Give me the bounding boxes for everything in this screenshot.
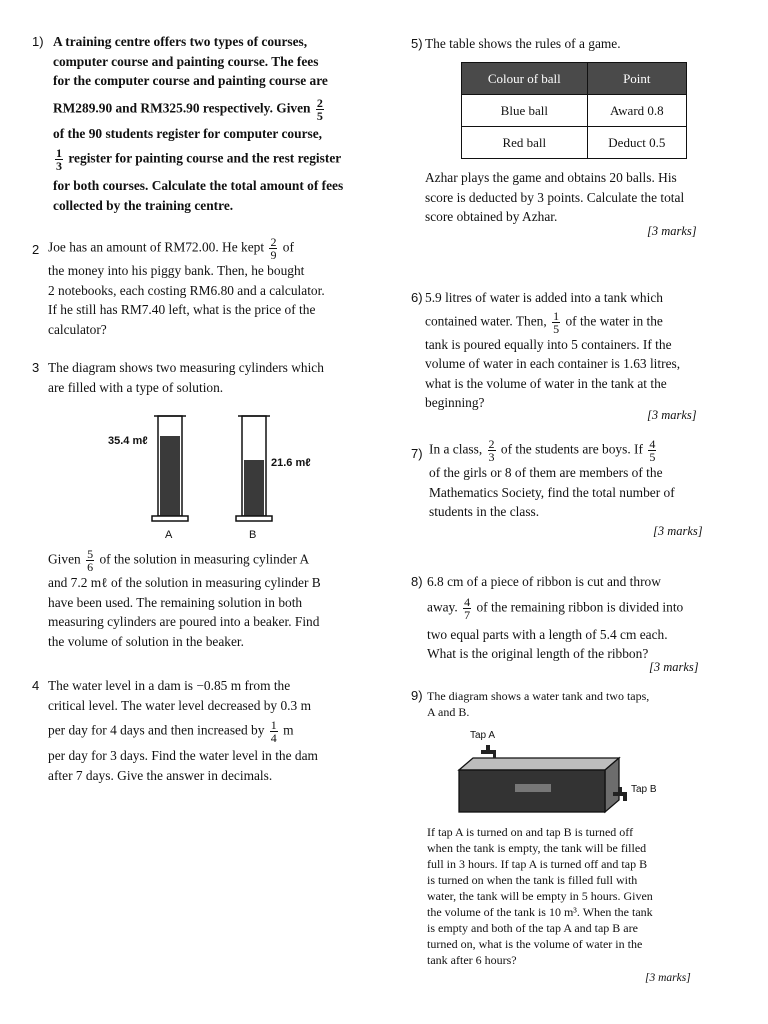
question-text: critical level. The water level decreased by 0.3 m [48, 697, 311, 713]
question-text: is empty and both of the tap A and tap B are [427, 921, 638, 935]
question-text: register for painting course and the rest register [68, 150, 342, 166]
marks: [3 marks] [653, 524, 703, 538]
fraction: $\frac{1}{5}$ [553, 308, 560, 336]
question-text: water, the tank will be empty in 5 hours. Given [427, 889, 653, 903]
question-text: when the tank is empty, the tank will be filled [427, 841, 647, 855]
question-text: 2 notebooks, each costing RM6.80 and a calculator. [48, 282, 325, 298]
question-text: have been used. The remaining solution in both [48, 594, 303, 610]
question-text: is turned on when the tank is filled full with [427, 873, 638, 887]
question-text: computer course and painting course. The fees [53, 53, 319, 69]
question-text: of the students are boys. If [500, 441, 643, 457]
cylinder-b-label: B [249, 529, 257, 541]
question-text: of the water in the [565, 313, 663, 329]
question-text: In a class, [429, 441, 483, 457]
question-text: score is deducted by 3 points. Calculate the total [425, 189, 685, 205]
question-number: 5) [411, 36, 423, 51]
table-cell: Award 0.8 [587, 95, 686, 127]
tap-b-label: Tap B [631, 784, 657, 795]
fraction: $\frac{5}{6}$ [87, 547, 94, 574]
table-cell: Deduct 0.5 [587, 127, 686, 159]
question-text: Azhar plays the game and obtains 20 balls. His [425, 170, 677, 185]
question-text: The water level in a dam is −0.85 m from the [48, 678, 291, 693]
question-text: of the solution in measuring cylinder A [99, 551, 310, 567]
cylinders-drawing [102, 410, 332, 540]
marks: [3 marks] [647, 224, 697, 238]
fraction: $\frac{4}{7}$ [464, 594, 471, 622]
question-text: after 7 days. Give the answer in decimals. [48, 767, 273, 783]
question-text: collected by the training centre. [53, 197, 234, 213]
question-text: per day for 3 days. Find the water level in the dam [48, 748, 318, 763]
question-text: per day for 4 days and then increased by [48, 722, 265, 738]
water-tank-diagram [455, 728, 685, 818]
cylinder-a-label: A [165, 529, 173, 541]
question-number: 9) [411, 688, 423, 703]
question-text: for the computer course and painting course are [53, 73, 328, 88]
fraction: $\frac{4}{5}$ [649, 437, 656, 464]
question-5 [411, 34, 751, 238]
question-text: turned on, what is the volume of water in the [427, 937, 643, 951]
question-text: students in the class. [429, 504, 540, 519]
question-text: The diagram shows two measuring cylinders which [48, 360, 324, 375]
question-text: for both courses. Calculate the total amount of fees [53, 178, 344, 193]
table-header: Colour of ball [462, 63, 588, 95]
question-text: the money into his piggy bank. Then, he bought [48, 263, 305, 278]
question-number: 6) [411, 290, 423, 305]
question-text: score obtained by Azhar. [425, 209, 558, 224]
question-text: Given [48, 551, 81, 567]
marks: [3 marks] [647, 408, 697, 422]
question-text: of the girls or 8 of them are members of the [429, 465, 663, 480]
rules-table [461, 62, 687, 159]
question-3 [32, 358, 392, 658]
question-text: two equal parts with a length of 5.4 cm each. [427, 626, 668, 642]
question-text: the volume of solution in the beaker. [48, 633, 244, 649]
question-text: away. [427, 599, 458, 615]
cylinder-a-volume: 35.4 mℓ [108, 435, 148, 447]
question-text: If tap A is turned on and tap B is turned off [427, 825, 634, 839]
table-header: Point [587, 63, 686, 95]
fraction: $\frac{2}{9}$ [270, 235, 277, 262]
question-number: 2 [32, 242, 40, 257]
question-text: What is the original length of the ribbon? [427, 646, 649, 661]
question-text: The table shows the rules of a game. [425, 36, 621, 51]
question-number: 3 [32, 360, 40, 375]
question-text: 5.9 litres of water is added into a tank which [425, 290, 663, 305]
question-text: contained water. Then, [425, 313, 547, 329]
marks: [3 marks] [649, 660, 699, 674]
question-number: 1) [32, 34, 44, 49]
question-text: of the remaining ribbon is divided into [476, 599, 684, 615]
measuring-cylinders-diagram [102, 410, 332, 540]
question-text: measuring cylinders are poured into a beaker. Find [48, 614, 320, 629]
fraction: $\frac{1}{3}$ [56, 146, 62, 173]
question-text: If he still has RM7.40 left, what is the price of the [48, 302, 316, 317]
question-text: of [282, 239, 294, 255]
question-number: 8) [411, 574, 423, 589]
table-row [462, 127, 687, 159]
table-header-row [462, 63, 687, 95]
question-text: 6.8 cm of a piece of ribbon is cut and throw [427, 574, 661, 589]
question-number: 7) [411, 446, 423, 461]
marks: [3 marks] [645, 972, 691, 984]
question-text: tank after 6 hours? [427, 953, 517, 967]
question-text: Mathematics Society, find the total number of [429, 484, 675, 500]
question-text: the volume of the tank is 10 m³. When the tank [427, 905, 653, 919]
table-cell: Red ball [462, 127, 588, 159]
question-text: volume of water in each container is 1.63 litres, [425, 356, 681, 371]
cylinder-b-volume: 21.6 mℓ [271, 457, 311, 469]
question-text: A and B. [427, 705, 470, 719]
question-text: are filled with a type of solution. [48, 379, 224, 395]
question-text: Joe has an amount of RM72.00. He kept [48, 239, 265, 255]
question-text: what is the volume of water in the tank at the [425, 375, 667, 391]
question-text: m [283, 722, 294, 738]
table-cell: Blue ball [462, 95, 588, 127]
question-text: beginning? [425, 395, 485, 410]
table-row [462, 95, 687, 127]
question-text: RM289.90 and RM325.90 respectively. Given [53, 100, 311, 116]
fraction: $\frac{1}{4}$ [270, 718, 277, 745]
question-text: A training centre offers two types of courses, [53, 34, 308, 49]
question-9 [411, 688, 751, 1018]
tap-a-label: Tap A [470, 730, 496, 741]
question-text: The diagram shows a water tank and two taps, [427, 689, 650, 703]
fraction: $\frac{2}{5}$ [316, 95, 323, 123]
question-text: full in 3 hours. If tap A is turned off and tap B [427, 857, 648, 871]
question-text: and 7.2 mℓ of the solution in measuring cylinder B [48, 575, 321, 590]
question-number: 4 [32, 678, 40, 693]
question-text: calculator? [48, 321, 107, 337]
question-text: tank is poured equally into 5 containers. If the [425, 336, 672, 352]
fraction: $\frac{2}{3}$ [488, 437, 495, 464]
question-text: of the 90 students register for computer course, [53, 125, 323, 141]
